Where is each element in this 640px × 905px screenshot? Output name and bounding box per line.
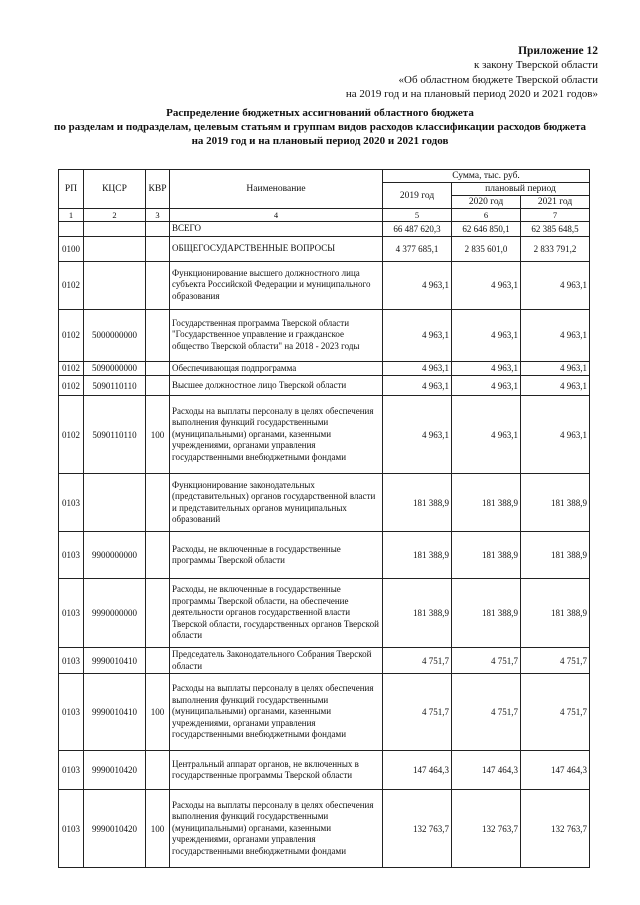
cell-name: Высшее должностное лицо Тверской области <box>170 376 383 396</box>
cell-kvr: 100 <box>146 790 170 868</box>
cell-2019: 132 763,7 <box>383 790 452 868</box>
cell-2020: 62 646 850,1 <box>452 222 521 237</box>
cell-2021: 4 751,7 <box>521 648 590 674</box>
cell-kvr: 100 <box>146 674 170 751</box>
cell-2020: 4 963,1 <box>452 376 521 396</box>
cell-kcsr: 9900000000 <box>84 532 146 579</box>
cell-kcsr: 9990010420 <box>84 790 146 868</box>
header-2019: 2019 год <box>383 183 452 209</box>
cell-name: Расходы, не включенные в государственные программы Тверской области <box>170 532 383 579</box>
cell-2021: 4 963,1 <box>521 261 590 309</box>
cell-kvr <box>146 751 170 790</box>
header-2020: 2020 год <box>452 196 521 209</box>
cell-2019: 4 377 685,1 <box>383 236 452 261</box>
cell-2019: 181 388,9 <box>383 579 452 648</box>
cell-2021: 2 833 791,2 <box>521 236 590 261</box>
header-rp: РП <box>59 170 84 209</box>
cell-2021: 181 388,9 <box>521 532 590 579</box>
cell-kcsr: 5090110110 <box>84 376 146 396</box>
cell-2021: 4 963,1 <box>521 361 590 376</box>
header-2021: 2021 год <box>521 196 590 209</box>
cell-2019: 181 388,9 <box>383 474 452 532</box>
cell-kcsr: 9990010410 <box>84 674 146 751</box>
column-number: 3 <box>146 209 170 222</box>
document-title-line: на 2019 год и на плановый период 2020 и 2021 годов <box>191 134 449 147</box>
cell-2019: 4 963,1 <box>383 376 452 396</box>
table-row <box>59 236 590 261</box>
table-row <box>59 376 590 396</box>
cell-kcsr <box>84 474 146 532</box>
cell-rp: 0103 <box>59 648 84 674</box>
header-kcsr: КЦСР <box>84 170 146 209</box>
cell-name: Расходы, не включенные в государственные программы Тверской области, на обеспечение деятельности органов государственной власти Тверской области, государственных органов Тверской области <box>170 579 383 648</box>
table-row <box>59 361 590 376</box>
cell-2020: 4 963,1 <box>452 396 521 474</box>
appendix-line: к закону Тверской области <box>473 59 598 72</box>
cell-name: Обеспечивающая подпрограмма <box>170 361 383 376</box>
cell-name: Расходы на выплаты персоналу в целях обеспечения выполнения функций государственными (муниципальными) органами, казенными учреждениями, органами управления государственными внебюджетными фондами <box>170 790 383 868</box>
cell-rp: 0102 <box>59 261 84 309</box>
table-row <box>59 222 590 237</box>
cell-2020: 4 963,1 <box>452 261 521 309</box>
cell-name: ВСЕГО <box>170 222 383 237</box>
cell-2021: 181 388,9 <box>521 474 590 532</box>
cell-kvr <box>146 474 170 532</box>
cell-name: Государственная программа Тверской области "Государственное управление и гражданское общество Тверской области" на 2018 - 2023 годы <box>170 309 383 361</box>
cell-2020: 181 388,9 <box>452 474 521 532</box>
cell-kcsr <box>84 261 146 309</box>
cell-rp: 0103 <box>59 790 84 868</box>
cell-kvr <box>146 309 170 361</box>
table-row <box>59 309 590 361</box>
cell-2020: 4 751,7 <box>452 674 521 751</box>
cell-2021: 4 963,1 <box>521 396 590 474</box>
column-number: 2 <box>84 209 146 222</box>
cell-rp: 0102 <box>59 361 84 376</box>
cell-rp: 0103 <box>59 579 84 648</box>
document-title-line: Распределение бюджетных ассигнований областного бюджета <box>166 107 474 119</box>
cell-2019: 4 963,1 <box>383 309 452 361</box>
column-number: 6 <box>452 209 521 222</box>
cell-rp: 0102 <box>59 396 84 474</box>
appendix-title: Приложение 12 <box>518 45 598 57</box>
cell-kvr <box>146 261 170 309</box>
cell-kvr <box>146 648 170 674</box>
column-number: 7 <box>521 209 590 222</box>
cell-kcsr <box>84 236 146 261</box>
cell-name: Функционирование законодательных (представительных) органов государственной власти и представительных органов муниципальных образований <box>170 474 383 532</box>
cell-name: ОБЩЕГОСУДАРСТВЕННЫЕ ВОПРОСЫ <box>170 236 383 261</box>
cell-2019: 4 751,7 <box>383 648 452 674</box>
cell-kcsr: 5000000000 <box>84 309 146 361</box>
table-row <box>59 532 590 579</box>
cell-kvr <box>146 222 170 237</box>
table-row <box>59 261 590 309</box>
table-header <box>59 170 590 222</box>
cell-kcsr: 9990010410 <box>84 648 146 674</box>
cell-kvr <box>146 532 170 579</box>
header-sum: Сумма, тыс. руб. <box>383 170 590 183</box>
cell-kcsr: 9990010420 <box>84 751 146 790</box>
cell-2020: 132 763,7 <box>452 790 521 868</box>
cell-2019: 181 388,9 <box>383 532 452 579</box>
header-kvr: КВР <box>146 170 170 209</box>
cell-kvr <box>146 236 170 261</box>
cell-rp: 0102 <box>59 309 84 361</box>
header-planned: плановый период <box>452 183 590 196</box>
document-title <box>40 107 600 148</box>
appendix-header <box>238 44 598 102</box>
column-number: 5 <box>383 209 452 222</box>
cell-kcsr <box>84 222 146 237</box>
cell-kvr <box>146 579 170 648</box>
cell-2020: 2 835 601,0 <box>452 236 521 261</box>
cell-2020: 181 388,9 <box>452 532 521 579</box>
cell-kvr <box>146 361 170 376</box>
table-row <box>59 674 590 751</box>
cell-kvr: 100 <box>146 396 170 474</box>
cell-2019: 4 751,7 <box>383 674 452 751</box>
table-row <box>59 474 590 532</box>
appendix-line: «Об областном бюджете Тверской области <box>398 73 598 86</box>
table-row <box>59 579 590 648</box>
cell-2021: 4 751,7 <box>521 674 590 751</box>
table-row <box>59 648 590 674</box>
cell-2020: 4 751,7 <box>452 648 521 674</box>
cell-2019: 4 963,1 <box>383 361 452 376</box>
cell-2021: 4 963,1 <box>521 376 590 396</box>
cell-rp: 0102 <box>59 376 84 396</box>
cell-rp: 0103 <box>59 474 84 532</box>
cell-name: Расходы на выплаты персоналу в целях обеспечения выполнения функций государственными (муниципальными) органами, казенными учреждениями, органами управления государственными внебюджетными фондами <box>170 674 383 751</box>
table-row <box>59 396 590 474</box>
table-body <box>59 222 590 868</box>
cell-rp: 0103 <box>59 674 84 751</box>
cell-kcsr: 5090110110 <box>84 396 146 474</box>
cell-rp: 0103 <box>59 751 84 790</box>
table-row <box>59 790 590 868</box>
column-number: 4 <box>170 209 383 222</box>
cell-name: Функционирование высшего должностного лица субъекта Российской Федерации и муниципального образования <box>170 261 383 309</box>
cell-2021: 132 763,7 <box>521 790 590 868</box>
cell-2020: 181 388,9 <box>452 579 521 648</box>
budget-table <box>58 169 590 868</box>
cell-2020: 147 464,3 <box>452 751 521 790</box>
header-name: Наименование <box>170 170 383 209</box>
cell-2020: 4 963,1 <box>452 309 521 361</box>
cell-2021: 147 464,3 <box>521 751 590 790</box>
cell-kcsr: 5090000000 <box>84 361 146 376</box>
cell-2019: 4 963,1 <box>383 261 452 309</box>
cell-name: Центральный аппарат органов, не включенных в государственные программы Тверской области <box>170 751 383 790</box>
cell-2021: 181 388,9 <box>521 579 590 648</box>
cell-name: Председатель Законодательного Собрания Тверской области <box>170 648 383 674</box>
column-number: 1 <box>59 209 84 222</box>
document-title-line: по разделам и подразделам, целевым статьям и группам видов расходов классификации расходов бюджета <box>53 120 587 133</box>
cell-kvr <box>146 376 170 396</box>
cell-2020: 4 963,1 <box>452 361 521 376</box>
cell-rp <box>59 222 84 237</box>
cell-2021: 4 963,1 <box>521 309 590 361</box>
cell-2019: 147 464,3 <box>383 751 452 790</box>
cell-rp: 0100 <box>59 236 84 261</box>
cell-2021: 62 385 648,5 <box>521 222 590 237</box>
cell-kcsr: 9990000000 <box>84 579 146 648</box>
appendix-line: на 2019 год и на плановый период 2020 и 2021 годов» <box>345 88 598 101</box>
cell-2019: 4 963,1 <box>383 396 452 474</box>
table-row <box>59 751 590 790</box>
cell-rp: 0103 <box>59 532 84 579</box>
cell-name: Расходы на выплаты персоналу в целях обеспечения выполнения функций государственными (муниципальными) органами, казенными учреждениями, органами управления государственными внебюджетными фондами <box>170 396 383 474</box>
cell-2019: 66 487 620,3 <box>383 222 452 237</box>
